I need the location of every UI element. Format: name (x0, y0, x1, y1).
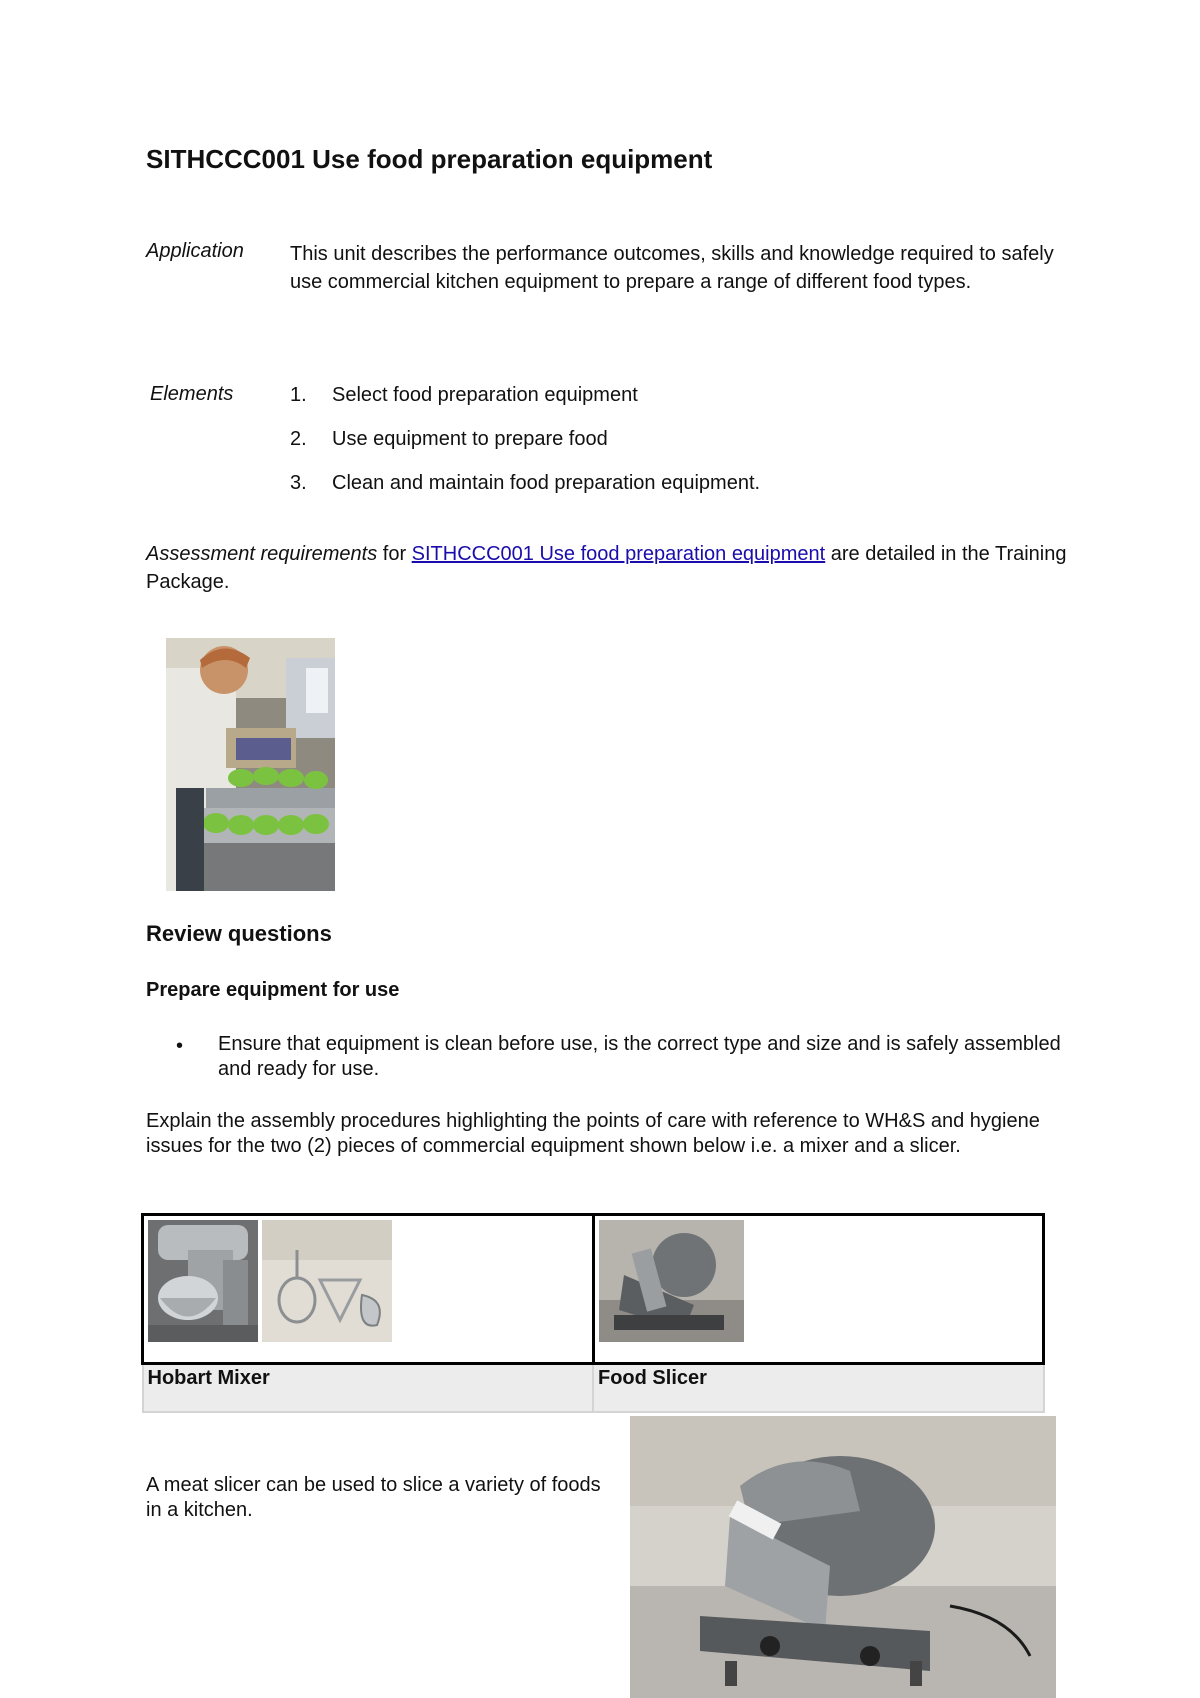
elements-list (290, 381, 1050, 513)
prepare-equipment-heading: Prepare equipment for use (146, 979, 400, 1001)
page-title: SITHCCC001 Use food preparation equipment (146, 144, 713, 174)
list-item: 3. Clean and maintain food preparation equipment. (290, 472, 761, 494)
bullet-item (176, 1032, 1076, 1082)
food-slicer-photo (599, 1220, 744, 1342)
list-item: 2. Use equipment to prepare food (290, 428, 608, 450)
assessment-paragraph: Assessment requirements for SITHCCC001 Use food preparation equipment are detailed in the Training Package. (146, 543, 1067, 593)
slicer-note: A meat slicer can be used to slice a variety of foods in a kitchen. (146, 1474, 601, 1521)
chef-preparing-food-photo (166, 638, 335, 891)
equipment-table (141, 1213, 1045, 1413)
assessment-italic: Assessment requirements (146, 543, 378, 565)
review-questions-heading: Review questions (146, 921, 332, 946)
bullet-symbol: • (176, 1035, 184, 1057)
training-package-link[interactable]: SITHCCC001 Use food preparation equipment (411, 543, 826, 565)
meat-slicer-photo (630, 1416, 1056, 1698)
application-text: This unit describes the performance outcomes, skills and knowledge required to safely use commercial kitchen equipment to prepare a range of different food types. (290, 243, 1054, 293)
elements-label: Elements (150, 383, 234, 405)
slicer-image-cell (593, 1215, 1044, 1364)
mixer-image-cell (143, 1215, 594, 1364)
explain-paragraph: Explain the assembly procedures highlighting the points of care with reference to WH&S and hygiene issues for the two (2) pieces of commercial equipment shown below i.e. a mixer and a slicer. (146, 1110, 1040, 1157)
list-item: 1. Select food preparation equipment (290, 384, 638, 406)
bullet-text: Ensure that equipment is clean before use, is the correct type and size and is safely assembled and ready for use. (218, 1033, 1061, 1080)
application-label: Application (146, 240, 244, 262)
mixer-attachments-photo (262, 1220, 392, 1342)
hobart-mixer-photo (148, 1220, 258, 1342)
hobart-mixer-label: Hobart Mixer (143, 1364, 594, 1413)
food-slicer-label: Food Slicer (593, 1364, 1044, 1413)
